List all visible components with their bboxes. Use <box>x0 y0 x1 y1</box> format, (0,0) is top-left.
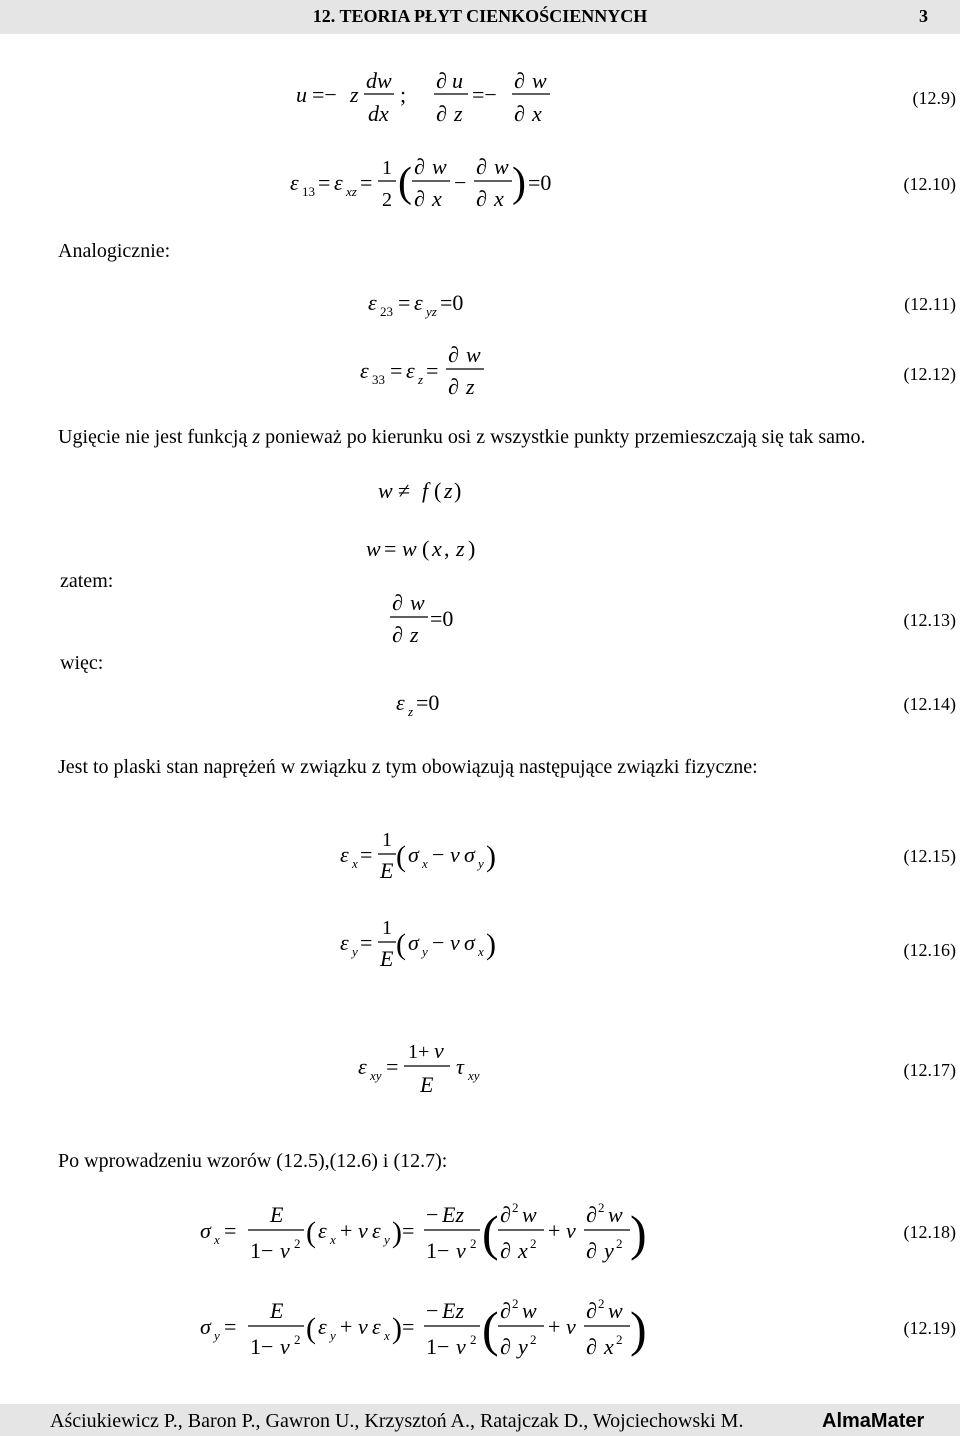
svg-text:−: − <box>454 170 467 195</box>
svg-text:xy: xy <box>468 1068 480 1083</box>
svg-text:(: ( <box>422 536 430 561</box>
svg-text:): ) <box>512 160 526 206</box>
equation-number: (12.19) <box>903 1318 956 1338</box>
svg-text:=0: =0 <box>440 290 464 315</box>
svg-text:y: y <box>330 1328 336 1343</box>
svg-text:yz: yz <box>426 304 437 319</box>
svg-text:−: − <box>426 1298 439 1323</box>
paragraph-ugiecie <box>58 426 866 449</box>
svg-text:∂: ∂ <box>448 374 459 399</box>
svg-text:23: 23 <box>380 304 393 319</box>
svg-text:2: 2 <box>598 1296 605 1311</box>
chapter-title: 12. TEORIA PŁYT CIENKOŚCIENNYCH <box>312 6 648 26</box>
svg-text:∂: ∂ <box>586 1334 597 1359</box>
paragraph-wiec: więc: <box>60 652 104 674</box>
equation-number: (12.14) <box>903 694 956 714</box>
svg-text:x: x <box>384 1328 390 1343</box>
svg-text:ν: ν <box>566 1218 576 1243</box>
svg-text:xz: xz <box>346 184 357 199</box>
svg-text:∂: ∂ <box>586 1298 597 1323</box>
svg-text:+: + <box>340 1314 353 1339</box>
svg-text:ε: ε <box>372 1314 381 1339</box>
equation-number: (12.10) <box>903 174 956 194</box>
svg-text:∂: ∂ <box>414 186 425 211</box>
svg-text:2: 2 <box>616 1236 623 1251</box>
svg-text:∂: ∂ <box>586 1238 597 1263</box>
equation-12-10 <box>290 146 560 216</box>
svg-text:2: 2 <box>512 1296 519 1311</box>
svg-text:ε: ε <box>372 1218 381 1243</box>
svg-text:σ: σ <box>200 1314 211 1339</box>
svg-text:ε: ε <box>358 1054 367 1079</box>
svg-text:ε: ε <box>318 1218 327 1243</box>
svg-text:): ) <box>630 1205 647 1261</box>
svg-text:=: = <box>360 930 373 955</box>
svg-text:∂: ∂ <box>476 186 487 211</box>
svg-text:w: w <box>532 68 547 93</box>
svg-text:(: ( <box>396 928 406 961</box>
svg-text:2: 2 <box>530 1236 537 1251</box>
footer-authors: Aściukiewicz P., Baron P., Gawron U., Krzysztoń A., Ratajczak D., Wojciechowski M. <box>50 1410 744 1432</box>
equation-12-19 <box>200 1292 660 1368</box>
svg-text:ε: ε <box>368 290 377 315</box>
svg-text:w: w <box>410 590 425 615</box>
svg-text:1−: 1− <box>426 1334 450 1359</box>
svg-text:x: x <box>432 536 442 561</box>
svg-text:=: = <box>426 358 439 383</box>
svg-text:E: E <box>380 946 394 971</box>
svg-text:x: x <box>478 944 484 959</box>
svg-text:w: w <box>402 536 417 561</box>
svg-text:w: w <box>432 154 447 179</box>
svg-text:x: x <box>330 1232 336 1247</box>
svg-text:ε: ε <box>290 170 299 195</box>
svg-text:): ) <box>392 1312 402 1345</box>
svg-text:=: = <box>402 1314 415 1339</box>
svg-text:1−: 1− <box>250 1334 274 1359</box>
paragraph-ugiecie-post: ponieważ po kierunku osi z wszystkie punkty przemieszczają się tak samo. <box>260 426 866 448</box>
paragraph-zatem: zatem: <box>60 570 114 592</box>
svg-text:∂: ∂ <box>392 622 403 647</box>
svg-text:(: ( <box>434 478 442 503</box>
svg-text:z: z <box>408 704 414 719</box>
svg-text:∂: ∂ <box>514 101 525 126</box>
page-number: 3 <box>919 6 928 26</box>
svg-text:(: ( <box>306 1216 316 1249</box>
svg-text:1+: 1+ <box>408 1041 430 1063</box>
svg-text:ε: ε <box>340 842 349 867</box>
svg-text:): ) <box>486 928 496 961</box>
svg-text:w: w <box>522 1202 537 1227</box>
paragraph-ugiecie-pre: Ugięcie nie jest funkcją <box>58 426 253 448</box>
paragraph-po-wprowadzeniu: Po wprowadzeniu wzorów (12.5),(12.6) i (12.7): <box>58 1150 448 1172</box>
svg-text:=0: =0 <box>430 606 454 631</box>
svg-text:2: 2 <box>294 1236 301 1251</box>
svg-text:z: z <box>444 478 453 503</box>
paragraph-jest-to: Jest to plaski stan naprężeń w związku z tym obowiązują następujące związki fizyczne: <box>58 756 758 778</box>
svg-text:ν: ν <box>450 930 460 955</box>
paragraph-ugiecie-var: z <box>252 426 261 448</box>
svg-text:w: w <box>608 1202 623 1227</box>
svg-text:ε: ε <box>334 170 343 195</box>
footer-brand-logo: AlmaMater <box>822 1410 925 1432</box>
svg-text:;: ; <box>400 82 407 107</box>
svg-text:(: ( <box>306 1312 316 1345</box>
svg-text:z: z <box>454 101 463 126</box>
equation-12-17 <box>358 1038 508 1102</box>
svg-text:f: f <box>422 478 429 503</box>
svg-text:∂: ∂ <box>476 154 487 179</box>
svg-text:=−: =− <box>472 82 497 107</box>
svg-text:ν: ν <box>280 1238 290 1263</box>
svg-text:Ez: Ez <box>442 1298 464 1323</box>
svg-text:2: 2 <box>530 1332 537 1347</box>
equation-number: (12.15) <box>903 846 956 866</box>
svg-text:∂: ∂ <box>436 101 447 126</box>
equation-w-neq-f <box>378 474 478 508</box>
svg-text:33: 33 <box>372 372 385 387</box>
svg-text:w: w <box>522 1298 537 1323</box>
svg-text:E: E <box>420 1072 434 1097</box>
equation-number: (12.17) <box>903 1060 956 1080</box>
equation-12-13 <box>390 590 470 650</box>
svg-text:2: 2 <box>294 1332 301 1347</box>
svg-text:w: w <box>366 536 381 561</box>
svg-text:y: y <box>518 1334 528 1359</box>
svg-text:ε: ε <box>318 1314 327 1339</box>
paragraph-analogicznie: Analogicznie: <box>58 240 171 262</box>
svg-text:Ez: Ez <box>442 1202 464 1227</box>
svg-text:=: = <box>360 842 373 867</box>
svg-text:y: y <box>422 944 428 959</box>
svg-text:2: 2 <box>598 1200 605 1215</box>
equation-number: (12.18) <box>903 1222 956 1242</box>
equation-w-eq-wxz <box>366 532 496 566</box>
svg-text:x: x <box>532 101 542 126</box>
svg-text:=: = <box>224 1314 237 1339</box>
svg-text:x: x <box>432 186 442 211</box>
svg-text:w: w <box>494 154 509 179</box>
svg-text:ν: ν <box>456 1238 466 1263</box>
svg-text:z: z <box>456 536 465 561</box>
svg-text:=: = <box>360 170 373 195</box>
svg-text:=: = <box>224 1218 237 1243</box>
svg-text:y: y <box>384 1232 390 1247</box>
svg-text:ν: ν <box>358 1314 368 1339</box>
svg-text:x: x <box>494 186 504 211</box>
svg-text:σ: σ <box>408 930 419 955</box>
svg-text:=: = <box>318 170 331 195</box>
svg-text:∂: ∂ <box>414 154 425 179</box>
svg-text:x: x <box>352 856 358 871</box>
svg-text:−: − <box>426 1202 439 1227</box>
svg-text:=0: =0 <box>416 690 440 715</box>
svg-text:ε: ε <box>340 930 349 955</box>
svg-text:ε: ε <box>406 358 415 383</box>
equation-number: (12.12) <box>903 364 956 384</box>
svg-text:+: + <box>340 1218 353 1243</box>
svg-text:1−: 1− <box>250 1238 274 1263</box>
svg-text:ε: ε <box>396 690 405 715</box>
equation-12-9 <box>296 66 556 130</box>
svg-text:z: z <box>418 372 424 387</box>
svg-text:x: x <box>518 1238 528 1263</box>
svg-text:x: x <box>422 856 428 871</box>
svg-text:x: x <box>214 1232 220 1247</box>
svg-text:dx: dx <box>368 101 389 126</box>
svg-text:∂: ∂ <box>500 1298 511 1323</box>
svg-text:w: w <box>378 478 393 503</box>
svg-text:(: ( <box>482 1301 499 1357</box>
svg-text:1: 1 <box>382 157 392 179</box>
svg-text:2: 2 <box>616 1332 623 1347</box>
svg-text:,: , <box>444 536 450 561</box>
svg-text:ν: ν <box>358 1218 368 1243</box>
equation-12-18 <box>200 1196 660 1272</box>
svg-text:=: = <box>384 536 397 561</box>
svg-text:xy: xy <box>370 1068 382 1083</box>
svg-text:x: x <box>604 1334 614 1359</box>
svg-text:σ: σ <box>464 930 475 955</box>
svg-text:ν: ν <box>456 1334 466 1359</box>
svg-text:): ) <box>486 840 496 873</box>
svg-text:∂: ∂ <box>500 1334 511 1359</box>
svg-text:+: + <box>548 1218 561 1243</box>
svg-text:u: u <box>452 68 463 93</box>
svg-text:=: = <box>386 1054 399 1079</box>
svg-text:=: = <box>390 358 403 383</box>
svg-text:=: = <box>398 290 411 315</box>
equation-number: (12.11) <box>904 294 956 314</box>
svg-text:y: y <box>604 1238 614 1263</box>
svg-text:z: z <box>350 82 359 107</box>
svg-text:E: E <box>270 1298 284 1323</box>
svg-text:E: E <box>270 1202 284 1227</box>
svg-text:13: 13 <box>302 184 315 199</box>
svg-text:y: y <box>214 1328 220 1343</box>
svg-text:ν: ν <box>280 1334 290 1359</box>
svg-text:w: w <box>466 342 481 367</box>
svg-text:z: z <box>410 622 419 647</box>
svg-text:(: ( <box>482 1205 499 1261</box>
svg-text:E: E <box>380 858 394 883</box>
svg-text:σ: σ <box>200 1218 211 1243</box>
svg-text:ν: ν <box>434 1038 444 1063</box>
svg-text:): ) <box>392 1216 402 1249</box>
svg-text:=0: =0 <box>528 170 552 195</box>
svg-text:2: 2 <box>382 189 392 211</box>
svg-text:z: z <box>466 374 475 399</box>
svg-text:σ: σ <box>408 842 419 867</box>
svg-text:ε: ε <box>360 358 369 383</box>
svg-text:(: ( <box>396 840 406 873</box>
svg-text:∂: ∂ <box>392 590 403 615</box>
svg-text:∂: ∂ <box>514 68 525 93</box>
svg-text:y: y <box>352 944 358 959</box>
svg-text:y: y <box>478 856 484 871</box>
equation-12-14 <box>396 688 466 722</box>
svg-text:τ: τ <box>456 1054 464 1079</box>
svg-text:(: ( <box>398 160 412 206</box>
svg-text:∂: ∂ <box>586 1202 597 1227</box>
svg-text:ε: ε <box>414 290 423 315</box>
svg-text:u: u <box>296 82 307 107</box>
equation-number: (12.16) <box>903 940 956 960</box>
svg-text:): ) <box>454 478 462 503</box>
equation-number: (12.9) <box>912 88 956 108</box>
svg-text:≠: ≠ <box>398 478 411 503</box>
equation-12-12 <box>360 344 500 404</box>
svg-text:1: 1 <box>382 829 392 851</box>
equation-12-15 <box>340 826 520 888</box>
equation-number: (12.13) <box>903 610 956 630</box>
svg-text:∂: ∂ <box>436 68 447 93</box>
svg-text:1: 1 <box>382 917 392 939</box>
svg-text:1−: 1− <box>426 1238 450 1263</box>
svg-text:2: 2 <box>470 1236 477 1251</box>
equation-12-11 <box>368 288 488 322</box>
svg-text:∂: ∂ <box>500 1202 511 1227</box>
svg-text:+: + <box>548 1314 561 1339</box>
svg-text:): ) <box>468 536 476 561</box>
svg-text:=: = <box>402 1218 415 1243</box>
svg-text:w: w <box>608 1298 623 1323</box>
svg-text:2: 2 <box>470 1332 477 1347</box>
svg-text:ν: ν <box>566 1314 576 1339</box>
svg-text:): ) <box>630 1301 647 1357</box>
svg-text:2: 2 <box>512 1200 519 1215</box>
svg-text:∂: ∂ <box>500 1238 511 1263</box>
svg-text:ν: ν <box>450 842 460 867</box>
svg-text:σ: σ <box>464 842 475 867</box>
svg-text:−: − <box>432 930 445 955</box>
equation-12-16 <box>340 914 520 976</box>
svg-text:−: − <box>432 842 445 867</box>
svg-text:∂: ∂ <box>448 342 459 367</box>
svg-text:=−: =− <box>312 82 337 107</box>
svg-text:dw: dw <box>366 68 392 93</box>
